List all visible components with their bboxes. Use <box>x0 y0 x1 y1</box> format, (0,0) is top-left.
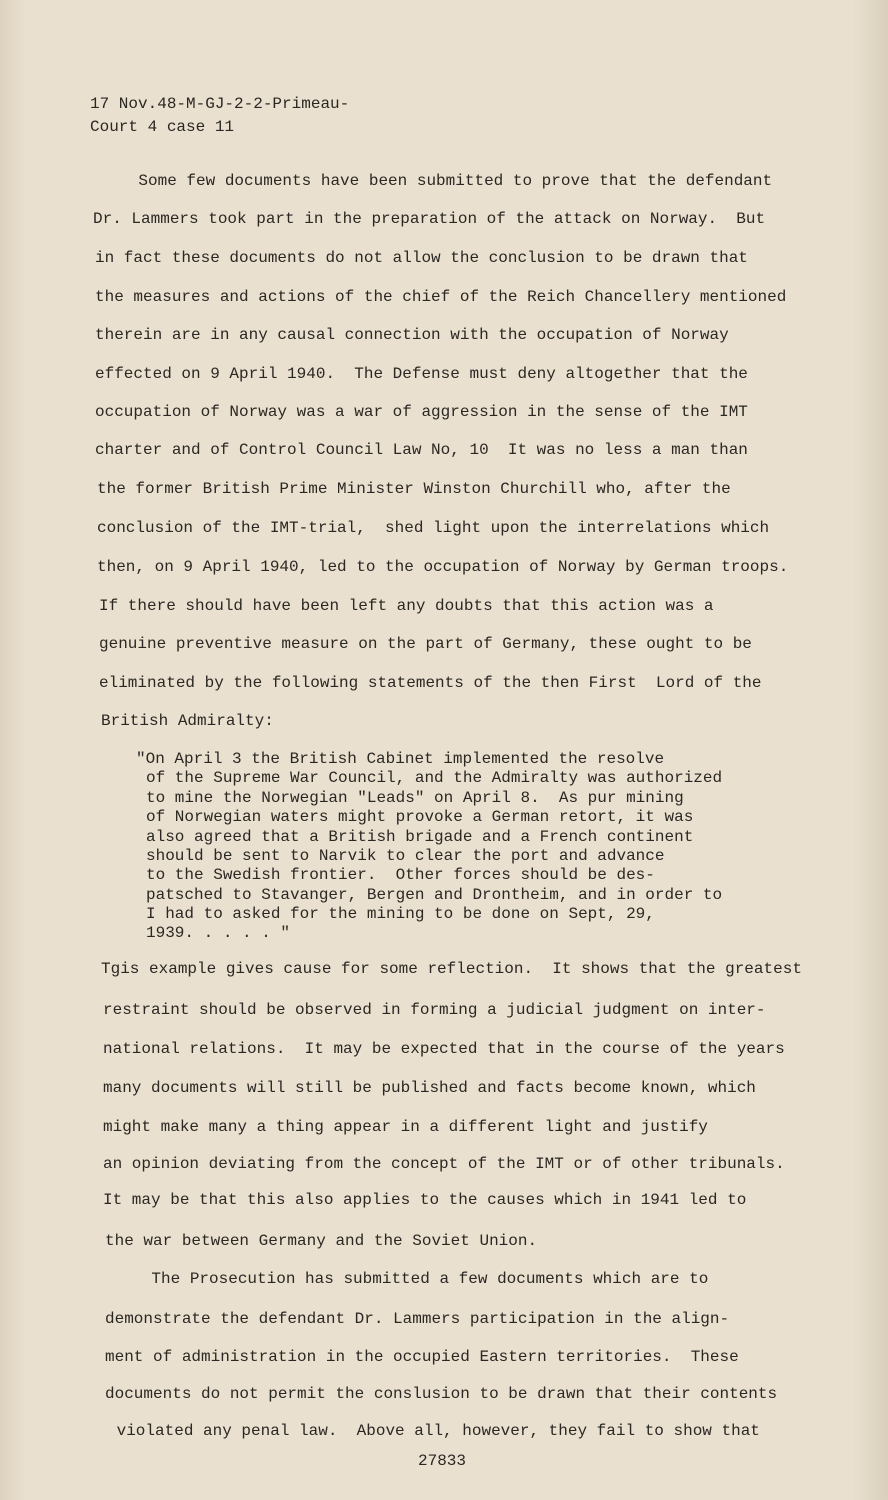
body-line: Dr. Lammers took part in the preparation of the attack on Norway. But <box>93 210 766 228</box>
body-line: conclusion of the IMT-trial, shed light upon the interrelations which <box>97 519 770 537</box>
header-line: Court 4 case 11 <box>90 118 235 136</box>
quote-line: to mine the Norwegian "Leads" on April 8. As pur mining <box>146 789 684 807</box>
quote-line: "On April 3 the British Cabinet implemented the resolve <box>136 750 665 768</box>
quote-line: of the Supreme War Council, and the Admiralty was authorized <box>146 769 723 787</box>
quote-line: I had to asked for the mining to be done on Sept, 29, <box>146 905 655 923</box>
body-line: charter and of Control Council Law No, 10 It was no less a man than <box>95 441 748 459</box>
body-line: documents do not permit the conslusion to be drawn that their contents <box>105 1385 778 1403</box>
body-line: restraint should be observed in forming a judicial judgment on inter- <box>103 1001 766 1019</box>
body-line: effected on 9 April 1940. The Defense must deny altogether that the <box>95 365 748 383</box>
quote-line: to the Swedish frontier. Other forces should be des- <box>146 866 655 884</box>
body-line: demonstrate the defendant Dr. Lammers participation in the align- <box>105 1310 730 1328</box>
body-line: many documents will still be published and facts become known, which <box>103 1079 756 1097</box>
body-line: the former British Prime Minister Winston Churchill who, after the <box>97 480 731 498</box>
body-line: violated any penal law. Above all, however, they fail to show that <box>107 1422 760 1440</box>
body-line: in fact these documents do not allow the conclusion to be drawn that <box>95 249 748 267</box>
body-line: Some few documents have been submitted to prove that the defendant <box>100 172 773 190</box>
quote-line: also agreed that a British brigade and a French continent <box>146 828 694 846</box>
body-line: occupation of Norway was a war of aggression in the sense of the IMT <box>95 403 748 421</box>
body-line: might make many a thing appear in a different light and justify <box>103 1118 708 1136</box>
quote-line: patsched to Stavanger, Bergen and Drontheim, and in order to <box>146 886 723 904</box>
quote-line: should be sent to Narvik to clear the port and advance <box>146 847 665 865</box>
body-line: The Prosecution has submitted a few documents which are to <box>113 1270 709 1288</box>
body-line: If there should have been left any doubts that this action was a <box>99 597 714 615</box>
body-line: British Admiralty: <box>101 712 274 730</box>
body-line: ment of administration in the occupied Eastern territories. These <box>105 1348 739 1366</box>
body-line: genuine preventive measure on the part of Germany, these ought to be <box>99 635 752 653</box>
body-line: then, on 9 April 1940, led to the occupation of Norway by German troops. <box>97 558 789 576</box>
page-number: 27833 <box>418 1452 467 1470</box>
header-line: 17 Nov.48-M-GJ-2-2-Primeau- <box>90 95 350 113</box>
body-line: eliminated by the following statements of the then First Lord of the <box>99 674 762 692</box>
quote-line: of Norwegian waters might provoke a German retort, it was <box>146 808 694 826</box>
body-line: Tgis example gives cause for some reflection. It shows that the greatest <box>101 960 802 978</box>
body-line: an opinion deviating from the concept of the IMT or of other tribunals. <box>103 1155 785 1173</box>
body-line: therein are in any causal connection with the occupation of Norway <box>95 326 729 344</box>
quote-line: 1939. . . . . " <box>146 924 291 942</box>
body-line: the measures and actions of the chief of the Reich Chancellery mentioned <box>95 288 787 306</box>
body-line: national relations. It may be expected that in the course of the years <box>103 1040 785 1058</box>
body-line: It may be that this also applies to the causes which in 1941 led to <box>103 1191 747 1209</box>
body-line: the war between Germany and the Soviet Union. <box>105 1232 538 1250</box>
